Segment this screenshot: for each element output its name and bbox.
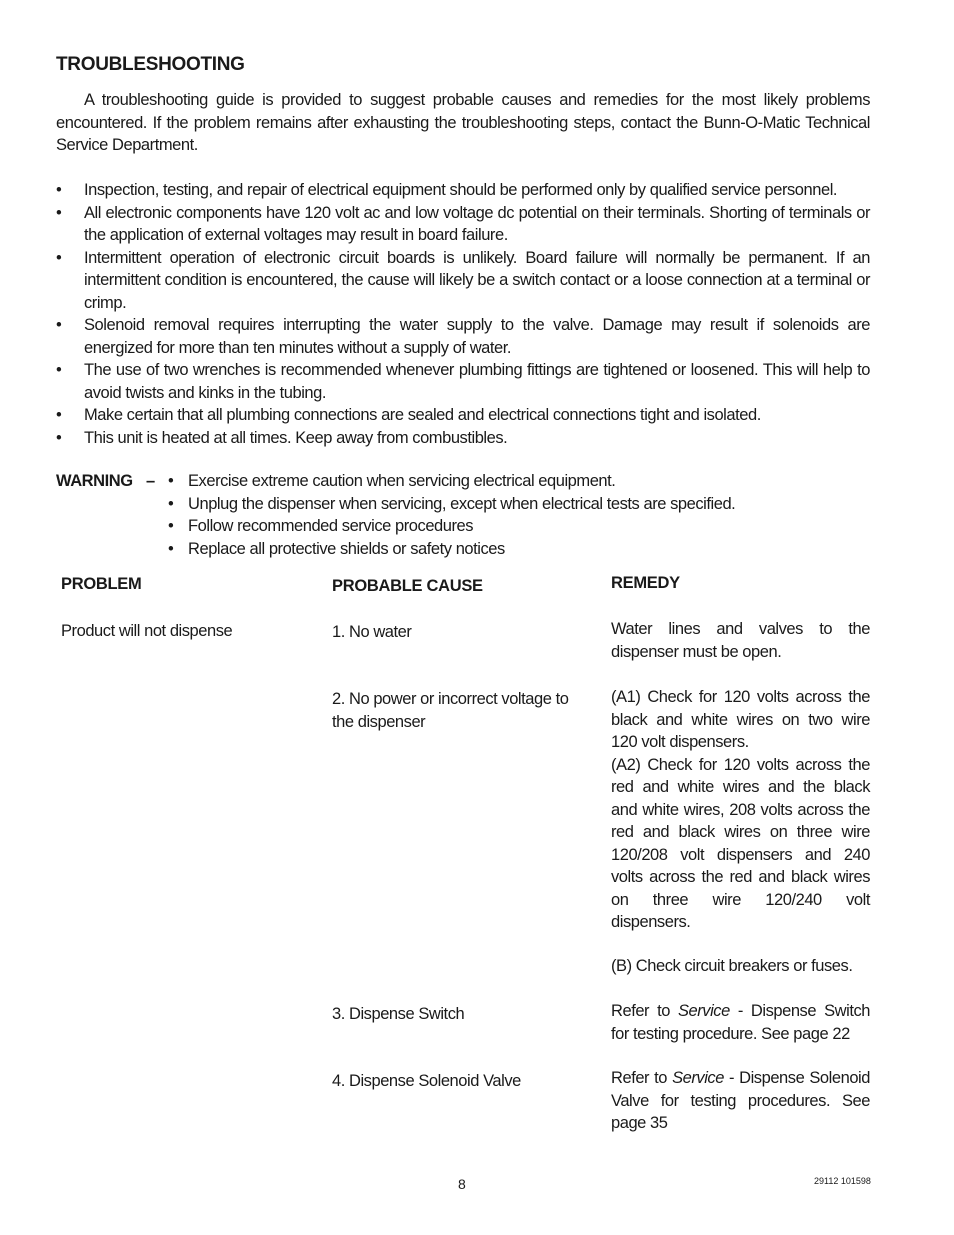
warning-text: Unplug the dispenser when servicing, except when electrical tests are specified. <box>188 494 736 513</box>
warning-list <box>168 470 888 560</box>
warning-text: Exercise extreme caution when servicing electrical equipment. <box>188 472 616 490</box>
cause-item: 2. No power or incorrect voltage to the dispenser <box>332 690 569 731</box>
cause-item: 1. No water <box>332 623 412 641</box>
bullet-icon: • <box>168 517 174 535</box>
bullet-icon: • <box>56 406 62 424</box>
list-item <box>56 427 870 450</box>
bullet-text: Make certain that all plumbing connections are sealed and electrical connections tight and isolated. <box>84 406 761 424</box>
list-item <box>56 359 870 404</box>
cause-item: 4. Dispense Solenoid Valve <box>332 1072 521 1090</box>
remedy-step-b: (B) Check circuit breakers or fuses. <box>611 957 853 975</box>
column-header-remedy: REMEDY <box>611 574 680 592</box>
list-item <box>56 404 870 427</box>
remedy-item <box>611 686 870 934</box>
warning-text: Follow recommended service procedures <box>188 517 474 535</box>
remedy-emphasis: Service <box>677 1002 730 1020</box>
list-item <box>168 515 888 538</box>
warning-dash: – <box>146 472 155 490</box>
cause-item: 3. Dispense Switch <box>332 1005 465 1023</box>
warning-text: Replace all protective shields or safety notices <box>188 539 505 558</box>
list-item <box>168 538 888 561</box>
bullet-icon: • <box>56 428 62 447</box>
bullet-icon: • <box>56 248 62 267</box>
remedy-emphasis: Service <box>672 1069 724 1087</box>
remedy-item: Water lines and valves to the dispenser must be open. <box>611 620 870 661</box>
column-header-cause: PROBABLE CAUSE <box>332 577 483 595</box>
bullet-icon: • <box>168 539 174 558</box>
intro-paragraph: A troubleshooting guide is provided to suggest probable causes and remedies for the most likely problems encountered. If the problem remains after exhausting the troubleshooting steps, contact the Bunn-O-Matic Technical Service Department. <box>56 91 870 154</box>
bullet-icon: • <box>56 203 62 222</box>
list-item <box>168 470 888 493</box>
remedy-item <box>611 1067 870 1135</box>
bullet-text: Inspection, testing, and repair of electrical equipment should be performed only by qualified service personnel. <box>84 181 838 199</box>
bullet-text: This unit is heated at all times. Keep away from combustibles. <box>84 428 508 447</box>
bullet-text: Intermittent operation of electronic circuit boards is unlikely. Board failure will normally be permanent. If an intermittent condition is encountered, the cause will likely be a switch contact or a loose connection at a terminal or crimp. <box>84 248 870 312</box>
list-item <box>56 179 870 202</box>
bullet-text: All electronic components have 120 volt ac and low voltage dc potential on their terminals. Shorting of terminals or the application of external voltages may result in board failure. <box>84 203 870 244</box>
remedy-item <box>611 1000 870 1045</box>
column-header-problem: PROBLEM <box>61 575 142 593</box>
remedy-text: - Dispense Switch for testing procedure. See page 22 <box>611 1002 870 1043</box>
list-item <box>168 493 888 516</box>
remedy-text: - Dispense Solenoid Valve for testing procedures. See page 35 <box>611 1069 870 1132</box>
bullet-icon: • <box>56 316 62 334</box>
problem-text: Product will not dispense <box>61 622 233 640</box>
bullet-icon: • <box>56 361 62 379</box>
remedy-step-a1: (A1) Check for 120 volts across the black and white wires on two wire 120 volt dispensers. <box>611 688 870 751</box>
list-item <box>56 247 870 315</box>
bullet-text: Solenoid removal requires interrupting the water supply to the valve. Damage may result if solenoids are energized for more than ten minutes without a supply of water. <box>84 316 870 357</box>
list-item <box>56 202 870 247</box>
remedy-text: Refer to <box>611 1002 678 1020</box>
remedy-step-a2: (A2) Check for 120 volts across the red and white wires and the black and white wires, 208 volts across the red and black wires on three wire 120/208 volt dispensers and 240 volts across the red and black wires on three wire 120/240 volt dispensers. <box>611 755 870 931</box>
bullet-icon: • <box>168 472 174 490</box>
bullet-icon: • <box>168 494 174 513</box>
warning-label: WARNING <box>56 472 133 490</box>
page-title: TROUBLESHOOTING <box>56 54 245 75</box>
bullet-icon: • <box>56 181 62 199</box>
safety-bullet-list <box>56 179 870 449</box>
remedy-text: Refer to <box>611 1069 673 1087</box>
bullet-text: The use of two wrenches is recommended whenever plumbing fittings are tightened or loosened. This will help to avoid twists and kinks in the tubing. <box>84 361 870 402</box>
list-item <box>56 314 870 359</box>
document-code: 29112 101598 <box>814 1176 871 1186</box>
page-number: 8 <box>458 1176 466 1192</box>
